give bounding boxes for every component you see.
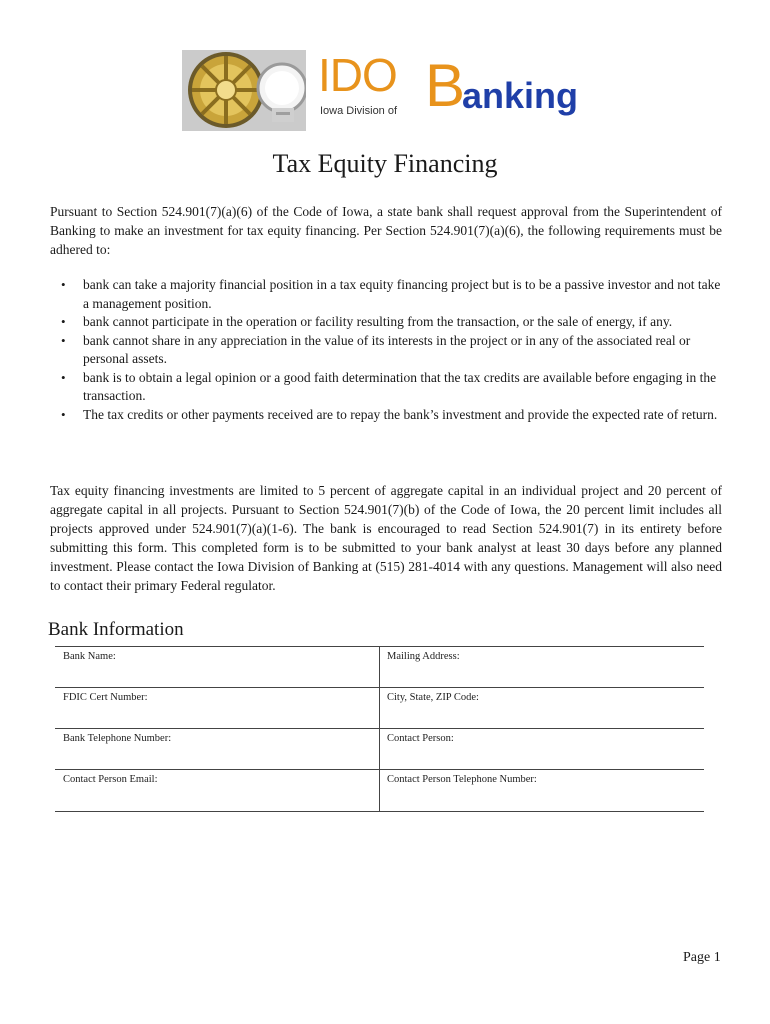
- contact-email-field[interactable]: Contact Person Email:: [63, 774, 158, 785]
- idob-logo: [182, 50, 582, 132]
- table-row: [55, 769, 704, 810]
- logo-ido-text: IDO: [318, 49, 397, 101]
- bank-information-table: [55, 646, 704, 812]
- fdic-cert-field[interactable]: FDIC Cert Number:: [63, 692, 148, 703]
- table-row: [55, 728, 704, 769]
- intro-paragraph: Pursuant to Section 524.901(7)(a)(6) of the Code of Iowa, a state bank shall request approval from the Superintendent of Banking to make an investment for tax equity financing. Per Section 524.901(7)(a)(6), the following requirements must be adhered to:: [50, 204, 722, 257]
- requirement-item: • bank cannot participate in the operation or facility resulting from the transaction, or the sale of energy, if any.: [50, 313, 722, 332]
- requirement-item: • bank cannot share in any appreciation in the value of its interests in the project or in any of the associated real or personal assets.: [50, 332, 722, 369]
- requirement-item: • bank is to obtain a legal opinion or a good faith determination that the tax credits are available before engaging in the transaction.: [50, 369, 722, 406]
- requirement-item: • The tax credits or other payments received are to repay the bank’s investment and provide the expected rate of return.: [50, 406, 722, 425]
- city-state-zip-field[interactable]: City, State, ZIP Code:: [387, 692, 479, 703]
- mailing-address-field[interactable]: Mailing Address:: [387, 651, 460, 662]
- requirements-list: [50, 276, 722, 424]
- bank-name-field[interactable]: Bank Name:: [63, 651, 116, 662]
- limits-paragraph: Tax equity financing investments are limited to 5 percent of aggregate capital in an individual project and 20 percent of aggregate capital in all projects. Pursuant to Section 524.901(7)(b) of the Code of Iowa, the 20 percent limit includes all projects approved under 524.901(7)(a)(1-6). The bank is encouraged to read Section 524.901(7) in its entirety before submitting this form. This completed form is to be submitted to your bank analyst at least 30 days before any planned investment. Please contact the Iowa Division of Banking at (515) 281-4014 with any questions. Management will also need to contact their primary Federal regulator.: [50, 483, 722, 593]
- page-title: Tax Equity Financing: [272, 149, 498, 178]
- page-number: Page 1: [683, 950, 721, 965]
- logo-anking-text: anking: [462, 75, 579, 116]
- bank-telephone-field[interactable]: Bank Telephone Number:: [63, 733, 172, 744]
- logo-subtitle: Iowa Division of: [320, 105, 398, 117]
- requirement-item: • bank can take a majority financial position in a tax equity financing project but is to be a passive investor and not take a management position.: [50, 276, 722, 313]
- table-row: [55, 687, 704, 728]
- bank-vault-image: [182, 50, 306, 131]
- table-row: [55, 647, 704, 687]
- bank-information-heading: Bank Information: [48, 619, 184, 640]
- logo-b-letter: B: [425, 52, 466, 119]
- contact-telephone-field[interactable]: Contact Person Telephone Number:: [387, 774, 537, 785]
- contact-person-field[interactable]: Contact Person:: [387, 733, 454, 744]
